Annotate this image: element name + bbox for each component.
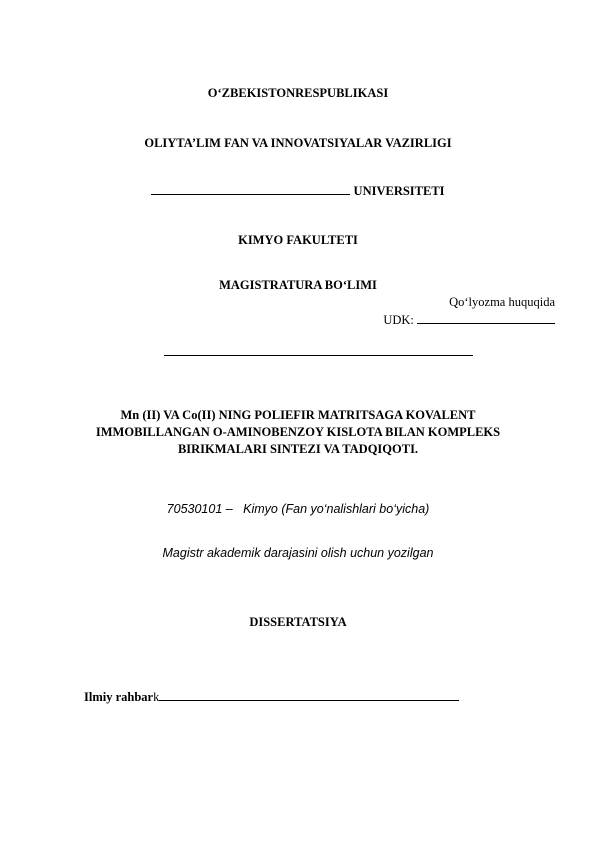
udk-line [383,312,555,328]
thesis-title [60,407,536,458]
manuscript-rights-label: Qo‘lyozma huquqida [449,295,555,309]
university-suffix: UNIVERSITETI [353,184,445,198]
faculty-heading: KIMYO FAKULTETI [238,233,358,247]
university-name-blank [151,183,350,195]
supervisor-line [84,689,459,705]
thesis-title-line: Mn (II) VA Co(II) NING POLIEFIR MATRITSAGA KOVALENT [120,408,476,422]
document-type: DISSERTATSIYA [249,615,347,629]
thesis-title-line: IMMOBILLANGAN O-AMINOBENZOY KISLOTA BILAN KOMPLEKS [95,425,501,439]
author-name-rule [164,355,473,356]
university-heading [0,183,596,199]
department-heading: MAGISTRATURA BO‘LIMI [219,278,377,292]
thesis-title-line: BIRIKMALARI SINTEZI VA TADQIQOTI. [177,442,419,456]
specialty-code: 70530101 – Kimyo (Fan yo‘nalishlari bo‘yicha) [166,502,430,516]
udk-label: UDK: [383,313,414,327]
ministry-heading: OLIYTA’LIM FAN VA INNOVATSIYALAR VAZIRLIGI [144,136,452,150]
degree-purpose: Magistr akademik darajasini olish uchun yozilgan [162,546,434,560]
supervisor-blank [159,689,459,701]
country-heading: O‘ZBEKISTONRESPUBLIKASI [207,86,389,100]
supervisor-label: Ilmiy rahbar [84,690,154,704]
supervisor-label-tail: k [153,690,160,704]
udk-blank [417,312,555,324]
